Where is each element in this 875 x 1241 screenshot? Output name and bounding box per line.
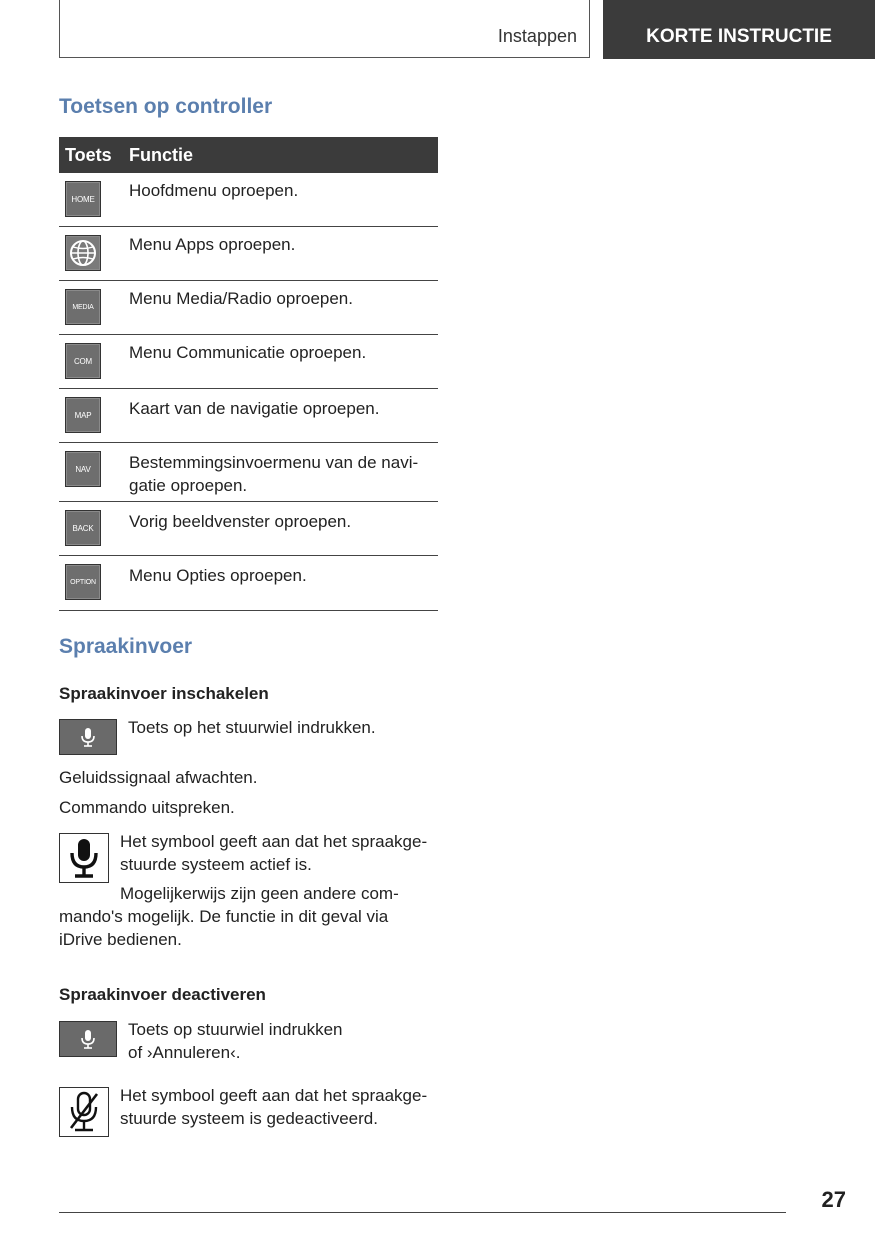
footer-divider xyxy=(59,1212,786,1213)
header-section: Instappen xyxy=(497,26,577,46)
row-function-line: gatie oproepen. xyxy=(129,476,248,495)
row-function: Hoofdmenu oproepen. xyxy=(129,181,299,200)
column-header-function: Functie xyxy=(129,144,194,165)
voice-off-note-line1: Het symbool geeft aan dat het spraakge- xyxy=(120,1086,428,1105)
com-key-icon: COM xyxy=(65,343,101,379)
voice-disable-step-line1: Toets op stuurwiel indrukken xyxy=(128,1020,343,1039)
row-function: Menu Apps oproepen. xyxy=(129,235,296,254)
controller-title: Toetsen op controller xyxy=(59,95,273,118)
voice-enable-title: Spraakinvoer inschakelen xyxy=(59,684,269,703)
table-row xyxy=(59,443,438,502)
table-row xyxy=(59,556,438,611)
header-chapter: KORTE INSTRUCTIE xyxy=(603,0,875,59)
row-function: Menu Media/Radio oproepen. xyxy=(129,289,353,308)
microphone-active-icon xyxy=(59,833,109,883)
row-function: Kaart van de navigatie oproepen. xyxy=(129,399,380,418)
row-function xyxy=(129,443,438,501)
voice-active-note-line5: iDrive bedienen. xyxy=(59,930,182,949)
controller-table xyxy=(59,137,438,611)
map-key-icon: MAP xyxy=(65,397,101,433)
nav-key-icon: NAV xyxy=(65,451,101,487)
voice-active-note-line2: stuurde systeem actief is. xyxy=(120,855,312,874)
table-row xyxy=(59,335,438,389)
table-header xyxy=(59,137,438,173)
voice-active-note-line3: Mogelijkerwijs zijn geen andere com- xyxy=(120,884,399,903)
steering-mic-button-icon xyxy=(59,719,117,755)
row-function: Menu Communicatie oproepen. xyxy=(129,343,367,362)
row-function: Vorig beeldvenster oproepen. xyxy=(129,512,352,531)
voice-title: Spraakinvoer xyxy=(59,635,193,658)
option-key-icon: OPTION xyxy=(65,564,101,600)
voice-active-note-line1: Het symbool geeft aan dat het spraakge- xyxy=(120,832,428,851)
voice-off-note-line2: stuurde systeem is gedeactiveerd. xyxy=(120,1109,378,1128)
back-key-icon: BACK xyxy=(65,510,101,546)
voice-enable-step2: Geluidssignaal afwachten. xyxy=(59,768,258,787)
column-header-key: Toets xyxy=(65,144,112,165)
table-row xyxy=(59,389,438,443)
table-row xyxy=(59,502,438,556)
voice-disable-title: Spraakinvoer deactiveren xyxy=(59,985,266,1004)
voice-disable-step-line2: of ›Annuleren‹. xyxy=(128,1043,241,1062)
table-row xyxy=(59,227,438,281)
voice-active-note-line4: mando's mogelijk. De functie in dit geval via xyxy=(59,907,389,926)
voice-enable-step3: Commando uitspreken. xyxy=(59,798,235,817)
table-row xyxy=(59,173,438,227)
voice-enable-step1: Toets op het stuurwiel indrukken. xyxy=(128,718,376,737)
header-box xyxy=(59,0,590,58)
apps-globe-icon xyxy=(65,235,101,271)
table-row xyxy=(59,281,438,335)
microphone-off-icon xyxy=(59,1087,109,1137)
page-number: 27 xyxy=(821,1187,846,1212)
steering-mic-button-icon xyxy=(59,1021,117,1057)
home-key-icon: HOME xyxy=(65,181,101,217)
row-function-line: Bestemmingsinvoermenu van de navi- xyxy=(129,453,419,472)
media-key-icon: MEDIA xyxy=(65,289,101,325)
row-function: Menu Opties oproepen. xyxy=(129,566,307,585)
